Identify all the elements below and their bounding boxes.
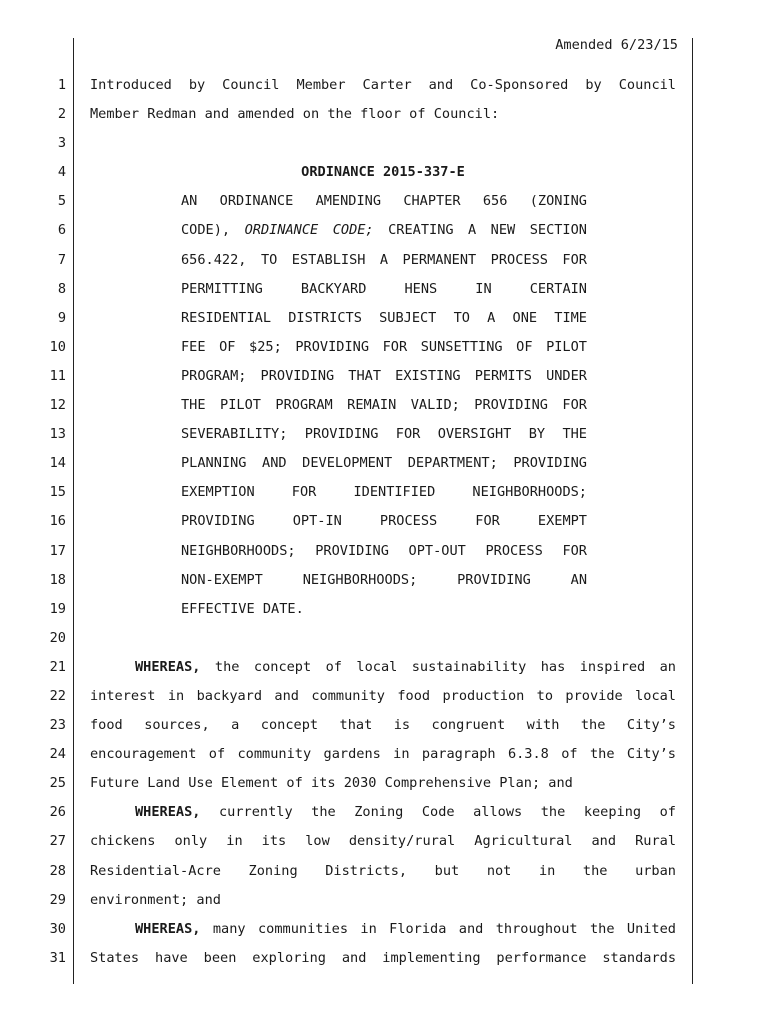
line-number: 18 <box>49 571 66 588</box>
line-text: WHEREAS, many communities in Florida and throughout the United <box>135 920 676 937</box>
document-line <box>0 624 768 653</box>
line-number: 19 <box>49 600 66 617</box>
document-line <box>0 507 768 536</box>
line-text: PERMITTING BACKYARD HENS IN CERTAIN <box>181 280 587 297</box>
line-text: RESIDENTIAL DISTRICTS SUBJECT TO A ONE TIME <box>181 309 587 326</box>
document-line <box>0 420 768 449</box>
line-number: 30 <box>49 920 66 937</box>
line-text: food sources, a concept that is congruent with the City’s <box>90 717 676 734</box>
line-text: FEE OF $25; PROVIDING FOR SUNSETTING OF PILOT <box>181 338 587 355</box>
line-text: States have been exploring and implementing performance standards <box>90 949 676 966</box>
document-line <box>0 449 768 478</box>
document-line <box>0 362 768 391</box>
line-number: 17 <box>49 542 66 559</box>
document-line <box>0 129 768 158</box>
line-number: 12 <box>49 397 66 414</box>
document-line <box>0 915 768 944</box>
document-line <box>0 595 768 624</box>
document-line <box>0 682 768 711</box>
line-text: THE PILOT PROGRAM REMAIN VALID; PROVIDING FOR <box>181 397 587 414</box>
document-line <box>0 857 768 886</box>
document-line <box>0 740 768 769</box>
document-line <box>0 100 768 129</box>
document-line <box>0 187 768 216</box>
document-line <box>0 391 768 420</box>
document-line <box>0 333 768 362</box>
document-line <box>0 653 768 682</box>
line-number: 20 <box>49 629 66 646</box>
line-number: 24 <box>49 746 66 763</box>
document-line <box>0 275 768 304</box>
line-number: 9 <box>57 309 66 326</box>
line-number: 22 <box>49 687 66 704</box>
line-text: WHEREAS, currently the Zoning Code allows the keeping of <box>135 804 676 821</box>
document-line <box>0 216 768 245</box>
line-number: 10 <box>49 338 66 355</box>
amended-date: Amended 6/23/15 <box>555 37 678 53</box>
line-text: Residential-Acre Zoning Districts, but not in the urban <box>90 862 676 879</box>
line-number: 31 <box>49 949 66 966</box>
document-line <box>0 769 768 798</box>
line-number: 7 <box>57 251 66 268</box>
line-text: PROVIDING OPT-IN PROCESS FOR EXEMPT <box>181 513 587 530</box>
document-line <box>0 798 768 827</box>
line-number: 5 <box>57 193 66 210</box>
document-line <box>0 944 768 973</box>
line-text: EXEMPTION FOR IDENTIFIED NEIGHBORHOODS; <box>181 484 587 501</box>
line-number: 15 <box>49 484 66 501</box>
line-text: WHEREAS, the concept of local sustainability has inspired an <box>135 658 676 675</box>
line-number: 6 <box>57 222 66 239</box>
line-number: 4 <box>57 164 66 181</box>
line-number: 28 <box>49 862 66 879</box>
line-text: ORDINANCE 2015-337-E <box>301 164 465 181</box>
document-line <box>0 478 768 507</box>
line-text: interest in backyard and community food production to provide local <box>90 687 676 704</box>
line-text: Future Land Use Element of its 2030 Comprehensive Plan; and <box>90 775 573 792</box>
line-text: CODE), ORDINANCE CODE; CREATING A NEW SECTION <box>181 222 587 239</box>
ordinance-text <box>0 71 768 973</box>
document-line <box>0 827 768 856</box>
line-text: AN ORDINANCE AMENDING CHAPTER 656 (ZONING <box>181 193 587 210</box>
line-number: 3 <box>57 135 66 152</box>
line-number: 27 <box>49 833 66 850</box>
line-number: 21 <box>49 658 66 675</box>
document-line <box>0 304 768 333</box>
line-text: Member Redman and amended on the floor of Council: <box>90 106 500 123</box>
document-line <box>0 537 768 566</box>
line-text: NEIGHBORHOODS; PROVIDING OPT-OUT PROCESS FOR <box>181 542 587 559</box>
line-number: 11 <box>49 367 66 384</box>
line-number: 16 <box>49 513 66 530</box>
line-text: Introduced by Council Member Carter and Co-Sponsored by Council <box>90 77 676 93</box>
document-line <box>0 158 768 187</box>
document-line <box>0 71 768 100</box>
line-text: encouragement of community gardens in paragraph 6.3.8 of the City’s <box>90 746 676 763</box>
line-number: 2 <box>57 106 66 123</box>
line-number: 1 <box>57 77 66 93</box>
line-text: PROGRAM; PROVIDING THAT EXISTING PERMITS UNDER <box>181 367 587 384</box>
document-line <box>0 711 768 740</box>
line-number: 25 <box>49 775 66 792</box>
line-number: 26 <box>49 804 66 821</box>
line-number: 8 <box>57 280 66 297</box>
document-line <box>0 886 768 915</box>
line-number: 29 <box>49 891 66 908</box>
line-text: environment; and <box>90 891 221 908</box>
line-text: PLANNING AND DEVELOPMENT DEPARTMENT; PROVIDING <box>181 455 587 472</box>
line-number: 13 <box>49 426 66 443</box>
line-text: EFFECTIVE DATE. <box>181 600 304 617</box>
document-line <box>0 566 768 595</box>
line-text: NON-EXEMPT NEIGHBORHOODS; PROVIDING AN <box>181 571 587 588</box>
document-line <box>0 246 768 275</box>
line-text: SEVERABILITY; PROVIDING FOR OVERSIGHT BY THE <box>181 426 587 443</box>
line-number: 23 <box>49 717 66 734</box>
line-text: 656.422, TO ESTABLISH A PERMANENT PROCESS FOR <box>181 251 587 268</box>
line-number: 14 <box>49 455 66 472</box>
line-text: chickens only in its low density/rural Agricultural and Rural <box>90 833 676 850</box>
